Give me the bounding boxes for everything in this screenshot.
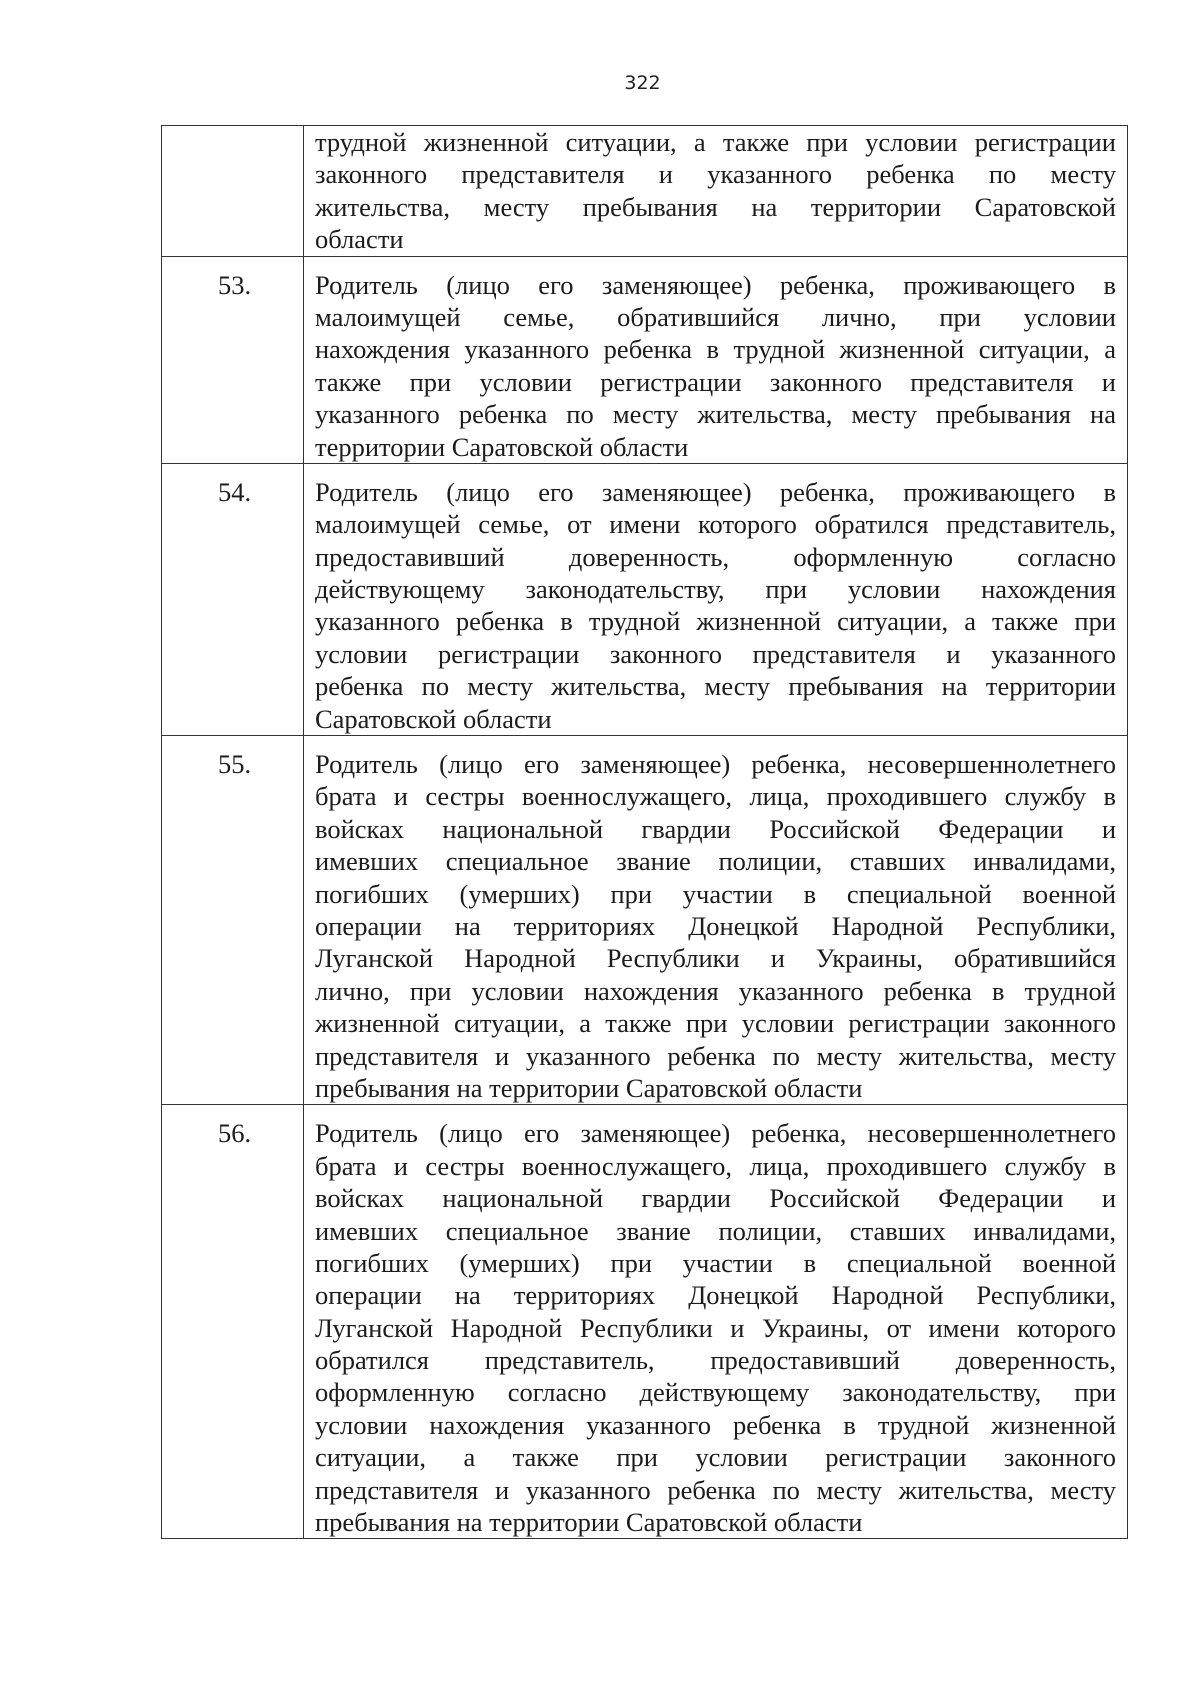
table-row	[162, 126, 1128, 257]
row-number: 53.	[217, 269, 252, 300]
table-row	[162, 1105, 1128, 1539]
text-line: ребенка по месту жительства, месту пребывания на территории	[315, 671, 1116, 702]
row-number: 56.	[217, 1118, 252, 1149]
text-line: трудной жизненной ситуации, а также при условии регистрации	[315, 127, 1116, 157]
text-line: указанного ребенка в трудной жизненной ситуации, а также при	[315, 606, 1116, 637]
text-line: пребывания на территории Саратовской области	[315, 1072, 863, 1103]
table-row	[162, 736, 1128, 1105]
table-row	[162, 463, 1128, 735]
row-text-cell	[304, 736, 1128, 1105]
row-text-cell	[304, 1105, 1128, 1539]
text-line: условии регистрации законного представителя и указанного	[315, 638, 1116, 669]
text-line: области	[315, 224, 404, 255]
text-line: представителя и указанного ребенка по месту жительства, месту	[315, 1040, 1116, 1071]
text-line: предоставивший доверенность, оформленную согласно	[315, 541, 1116, 572]
row-number-cell	[162, 1105, 304, 1539]
text-line: операции на территориях Донецкой Народной Республики,	[315, 1280, 1116, 1311]
text-line: войсках национальной гвардии Российской Федерации и	[315, 813, 1116, 844]
text-line: имевших специальное звание полиции, ставших инвалидами,	[315, 846, 1116, 877]
page-number: 322	[624, 72, 661, 94]
text-line: представителя и указанного ребенка по месту жительства, месту	[315, 1474, 1116, 1505]
text-line: условии нахождения указанного ребенка в трудной жизненной	[315, 1409, 1116, 1440]
text-line: малоимущей семье, от имени которого обратился представитель,	[315, 509, 1116, 540]
text-line: брата и сестры военнослужащего, лица, проходившего службу в	[315, 1150, 1116, 1181]
row-number: 55.	[217, 749, 252, 780]
text-line: Луганской Народной Республики и Украины, от имени которого	[315, 1312, 1116, 1343]
text-line: обратился представитель, предоставивший доверенность,	[315, 1345, 1116, 1376]
text-line: имевших специальное звание полиции, ставших инвалидами,	[315, 1215, 1116, 1246]
row-text-cell	[304, 463, 1128, 735]
table-body	[162, 126, 1128, 1539]
row-number: 54.	[217, 476, 252, 507]
text-line: Саратовской области	[315, 703, 552, 734]
row-number-cell	[162, 736, 304, 1105]
text-line: Родитель (лицо его заменяющее) ребенка, проживающего в	[315, 476, 1116, 507]
text-line: действующему законодательству, при условии нахождения	[315, 574, 1116, 605]
text-line: операции на территориях Донецкой Народной Республики,	[315, 910, 1116, 941]
text-line: указанного ребенка по месту жительства, месту пребывания на	[315, 399, 1116, 430]
document-table	[161, 125, 1128, 1539]
text-line: ситуации, а также при условии регистрации законного	[315, 1442, 1116, 1473]
text-line: также при условии регистрации законного представителя и	[315, 366, 1116, 397]
text-line: малоимущей семье, обратившийся лично, при условии	[315, 301, 1116, 332]
text-line: Луганской Народной Республики и Украины, обратившийся	[315, 943, 1116, 974]
text-line: Родитель (лицо его заменяющее) ребенка, несовершеннолетнего	[315, 1118, 1116, 1149]
text-line: брата и сестры военнослужащего, лица, проходившего службу в	[315, 781, 1116, 812]
text-line: нахождения указанного ребенка в трудной жизненной ситуации, а	[315, 334, 1116, 365]
text-line: погибших (умерших) при участии в специальной военной	[315, 1247, 1116, 1278]
text-line: войсках национальной гвардии Российской Федерации и	[315, 1183, 1116, 1214]
row-text-cell	[304, 256, 1128, 463]
row-number-cell	[162, 126, 304, 257]
text-line: погибших (умерших) при участии в специальной военной	[315, 878, 1116, 909]
text-line: лично, при условии нахождения указанного ребенка в трудной	[315, 975, 1116, 1006]
text-line: пребывания на территории Саратовской области	[315, 1507, 863, 1538]
text-line: Родитель (лицо его заменяющее) ребенка, несовершеннолетнего	[315, 749, 1116, 780]
text-line: Родитель (лицо его заменяющее) ребенка, проживающего в	[315, 269, 1116, 300]
text-line: законного представителя и указанного ребенка по месту	[315, 159, 1116, 190]
row-number-cell	[162, 463, 304, 735]
text-line: территории Саратовской области	[315, 431, 689, 462]
text-line: оформленную согласно действующему законодательству, при	[315, 1377, 1116, 1408]
row-text-cell	[304, 126, 1128, 257]
text-line: жизненной ситуации, а также при условии регистрации законного	[315, 1008, 1116, 1039]
table-row	[162, 256, 1128, 463]
text-line: жительства, месту пребывания на территории Саратовской	[315, 191, 1116, 222]
row-number-cell	[162, 256, 304, 463]
